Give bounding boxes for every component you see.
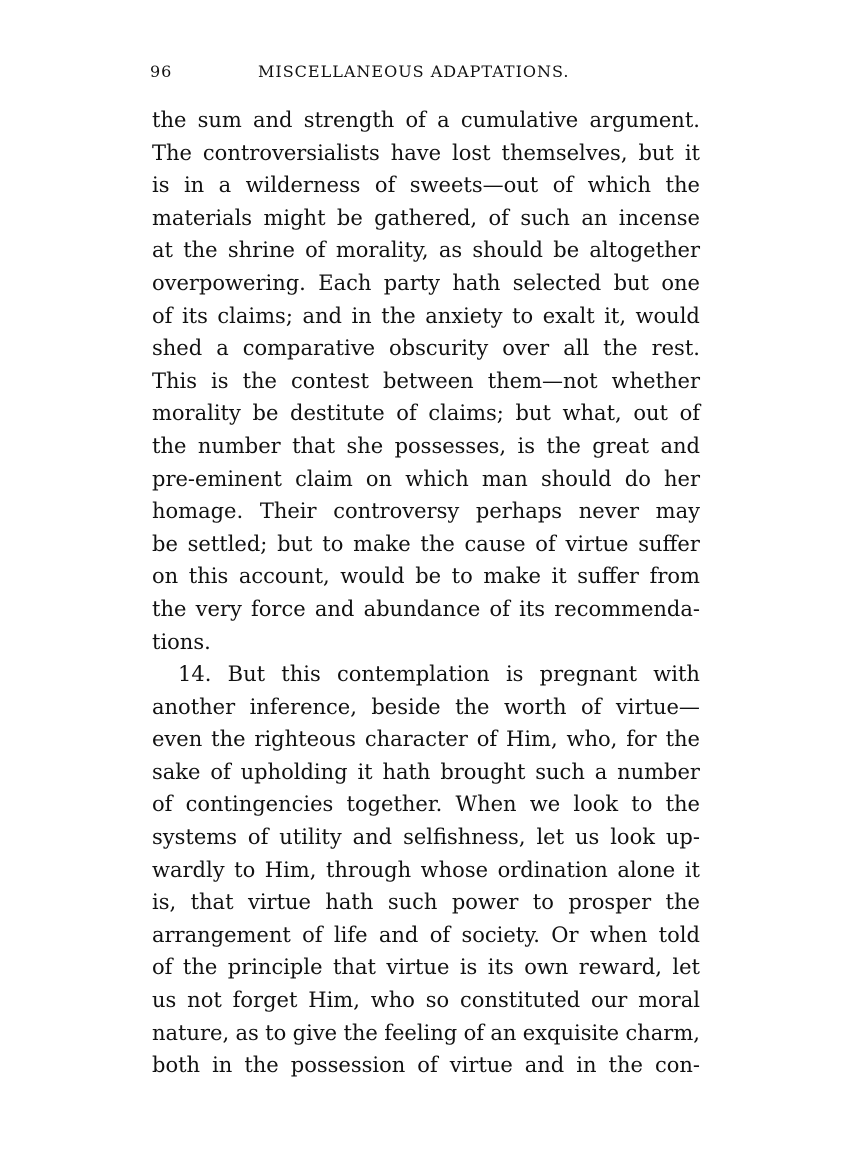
text-line: The controversialists have lost themselves, but it: [152, 140, 700, 165]
body-text: [152, 104, 700, 1082]
text-line: nature, as to give the feeling of an exquisite charm,: [152, 1020, 700, 1045]
text-line: wardly to Him, through whose ordination alone it: [152, 857, 700, 882]
text-line: overpowering. Each party hath selected but one: [152, 270, 700, 295]
text-line: both in the possession of virtue and in the con-: [152, 1053, 700, 1078]
text-line: of its claims; and in the anxiety to exalt it, would: [152, 303, 700, 328]
text-line: at the shrine of morality, as should be altogether: [152, 238, 700, 263]
text-line: of the principle that virtue is its own reward, let: [152, 955, 700, 980]
text-line: is, that virtue hath such power to prosper the: [152, 890, 700, 915]
text-line: the number that she possesses, is the great and: [152, 433, 700, 458]
text-line: on this account, would be to make it suffer from: [152, 564, 700, 589]
text-line: systems of utility and selfishness, let us look up-: [152, 825, 700, 850]
text-line: morality be destitute of claims; but what, out of: [152, 401, 700, 426]
paragraph-end-line: tions.: [152, 629, 211, 654]
page-number: 96: [150, 62, 173, 81]
text-line: be settled; but to make the cause of virtue suffer: [152, 531, 700, 556]
text-line: the sum and strength of a cumulative argument.: [152, 108, 700, 132]
text-line: shed a comparative obscurity over all the rest.: [152, 336, 700, 361]
text-line: another inference, beside the worth of virtue—: [152, 694, 700, 719]
text-line: materials might be gathered, of such an incense: [152, 205, 700, 230]
running-title: MISCELLANEOUS ADAPTATIONS.: [258, 62, 570, 81]
paragraph-start-line: 14. But this contemplation is pregnant with: [178, 662, 700, 687]
text-line: us not forget Him, who so constituted our moral: [152, 988, 700, 1013]
text-line: even the righteous character of Him, who, for the: [152, 727, 700, 752]
text-line: This is the contest between them—not whether: [152, 368, 700, 393]
text-line: pre-eminent claim on which man should do her: [152, 466, 700, 491]
text-line: arrangement of life and of society. Or when told: [152, 922, 700, 947]
running-head: [150, 62, 710, 86]
text-line: the very force and abundance of its recommenda-: [152, 596, 700, 621]
text-line: sake of upholding it hath brought such a number: [152, 759, 700, 784]
text-line: is in a wilderness of sweets—out of which the: [152, 173, 700, 198]
text-line: homage. Their controversy perhaps never may: [152, 499, 700, 524]
text-line: of contingencies together. When we look to the: [152, 792, 700, 817]
